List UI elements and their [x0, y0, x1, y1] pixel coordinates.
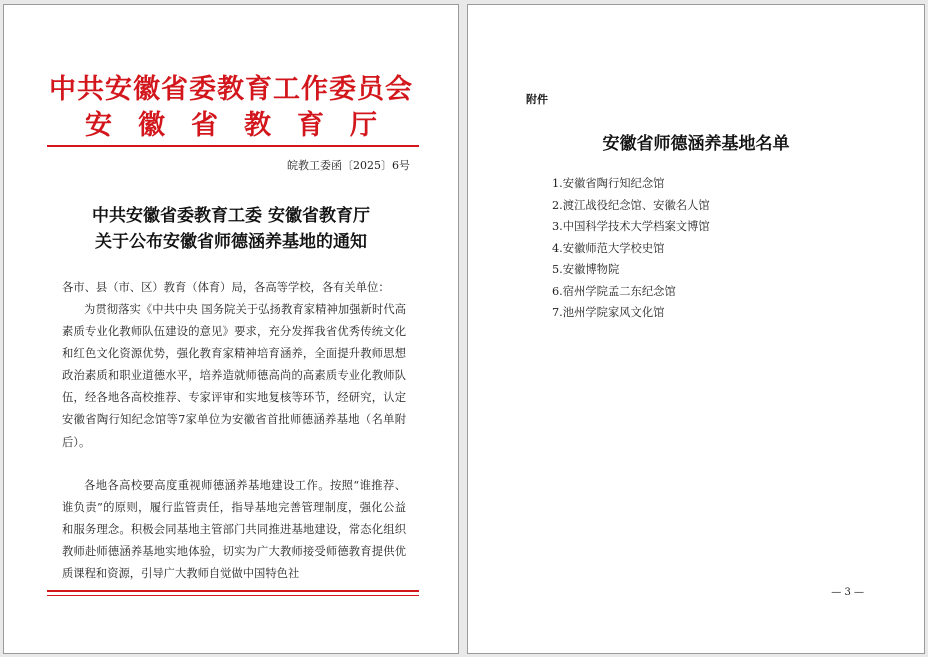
notice-title-line1: 中共安徽省委教育工委 安徽省教育厅: [92, 206, 370, 226]
base-list: [552, 173, 710, 324]
list-item: 6.宿州学院孟二东纪念馆: [552, 284, 676, 298]
footer-red-rule: [47, 590, 419, 592]
page-number: — 3 —: [831, 587, 864, 598]
list-item: 4.安徽师范大学校史馆: [552, 241, 665, 255]
document-page-1: [3, 4, 459, 654]
notice-title-line2: 关于公布安徽省师德涵养基地的通知: [95, 232, 367, 252]
document-number: 皖教工委函〔2025〕6号: [287, 159, 410, 172]
masthead-dept-name: 安徽省教育厅: [85, 110, 403, 141]
document-page-3: [467, 4, 925, 654]
masthead-red-rule: [47, 145, 419, 147]
list-title: 安徽省师德涵养基地名单: [602, 134, 790, 154]
attachment-label: 附件: [526, 93, 548, 106]
list-item: 2.渡江战役纪念馆、安徽名人馆: [552, 198, 710, 212]
list-item: 3.中国科学技术大学档案文博馆: [552, 220, 710, 233]
masthead-org-name: 中共安徽省委教育工作委员会: [49, 74, 413, 105]
salutation: 各市、县（市、区）教育（体育）局，各高等学校，各有关单位：: [62, 281, 390, 294]
footer-red-rule-thin: [47, 595, 419, 596]
body-paragraph-2: 各地各高校要高度重视师德涵养基地建设工作。按照“谁推荐、谁负责”的原则，履行监管责任，指导基地完善管理制度，强化公益和服务理念。积极会同基地主管部门共同推进基地建设，常态化组织教师赴师德涵养基地实地体验，切实为广大教师接受师德教育提供优质课程和资源，引导广大教师自觉做中国特色社: [62, 479, 406, 581]
list-item: 7.池州学院家风文化馆: [552, 306, 665, 319]
list-item: 5.安徽博物院: [552, 263, 620, 276]
body-paragraph-1: 为贯彻落实《中共中央 国务院关于弘扬教育家精神加强新时代高素质专业化教师队伍建设的意见》要求，充分发挥我省优秀传统文化和红色文化资源优势，强化教育家精神培育涵养，全面提升教师思想政治素质和职业道德水平，培养造就师德高尚的高素质专业化教师队伍，经各地各高校推荐、专家评审和实地复核等环节，经研究，认定安徽省陶行知纪念馆等7家单位为安徽省首批师德涵养基地（名单附后）。: [62, 303, 406, 449]
list-item: 1.安徽省陶行知纪念馆: [552, 177, 665, 190]
